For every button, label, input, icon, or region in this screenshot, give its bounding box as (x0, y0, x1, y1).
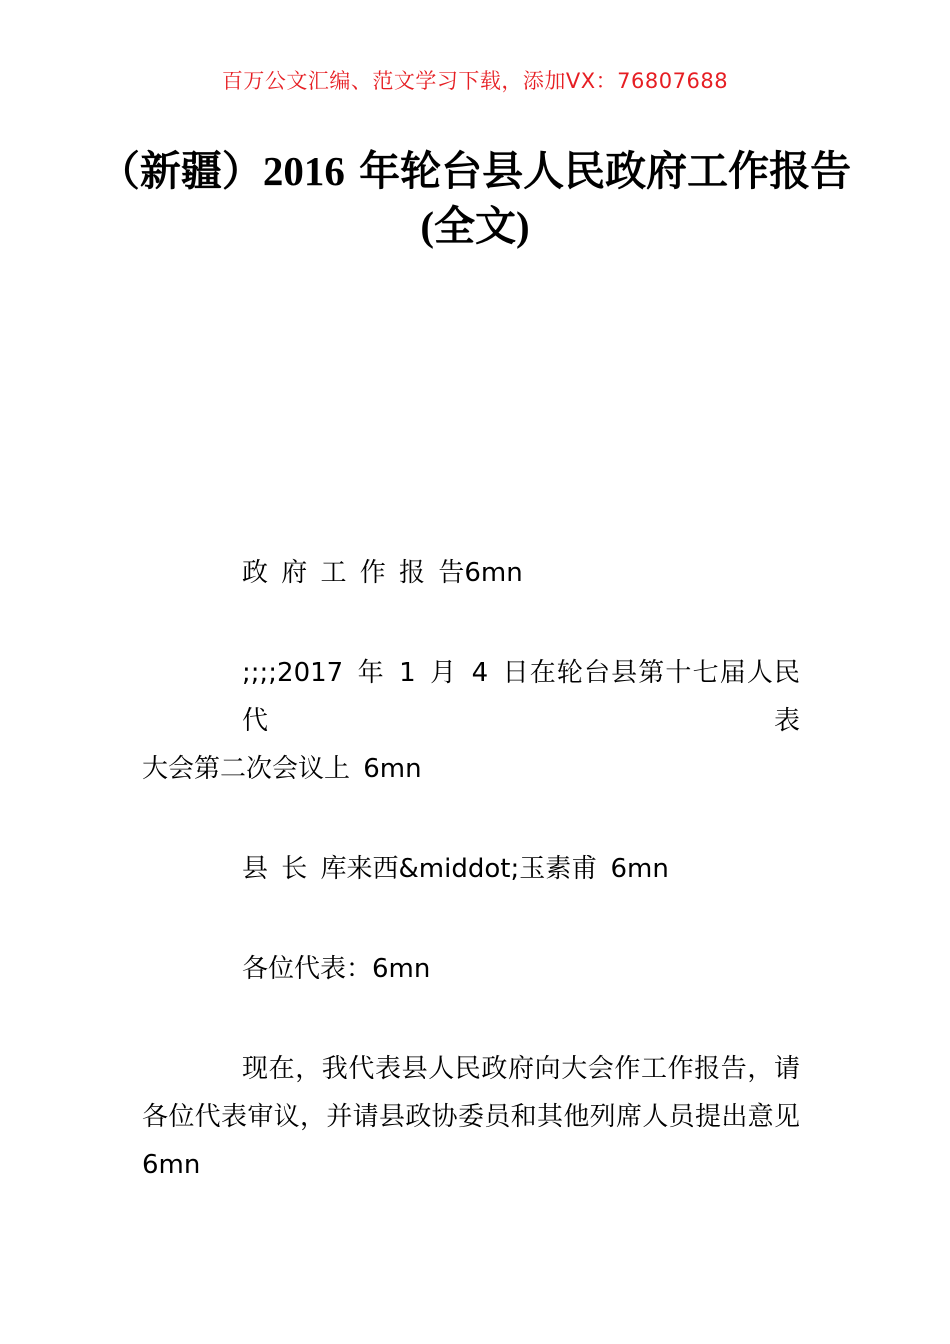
paragraph (142, 1045, 800, 1189)
text-line: 各位代表审议，并请县政协委员和其他列席人员提出意见 (142, 1102, 800, 1132)
text-line: 现在，我代表县人民政府向大会作工作报告，请 (242, 1054, 800, 1084)
paragraph (142, 945, 800, 993)
text-line: 各位代表：6mn (242, 954, 431, 984)
text-line: ;;;;2017 年 1 月 4 日在轮台县第十七届人民代表 (242, 658, 800, 736)
paragraph (142, 845, 800, 893)
title-line-2: (全文) (420, 203, 530, 249)
text-line: 6mn (142, 1150, 201, 1180)
title-line-1: （新疆）2016 年轮台县人民政府工作报告 (98, 148, 852, 194)
document-title (0, 144, 950, 254)
promo-header-text: 百万公文汇编、范文学习下载，添加VX：76807688 (221, 69, 729, 93)
paragraph (142, 549, 800, 597)
text-line: 大会第二次会议上 6mn (142, 754, 422, 784)
paragraph (142, 649, 800, 793)
text-line: 政 府 工 作 报 告6mn (242, 558, 523, 588)
document-body (142, 549, 800, 1189)
text-line: 县 长 库来西&middot;玉素甫 6mn (242, 854, 669, 884)
